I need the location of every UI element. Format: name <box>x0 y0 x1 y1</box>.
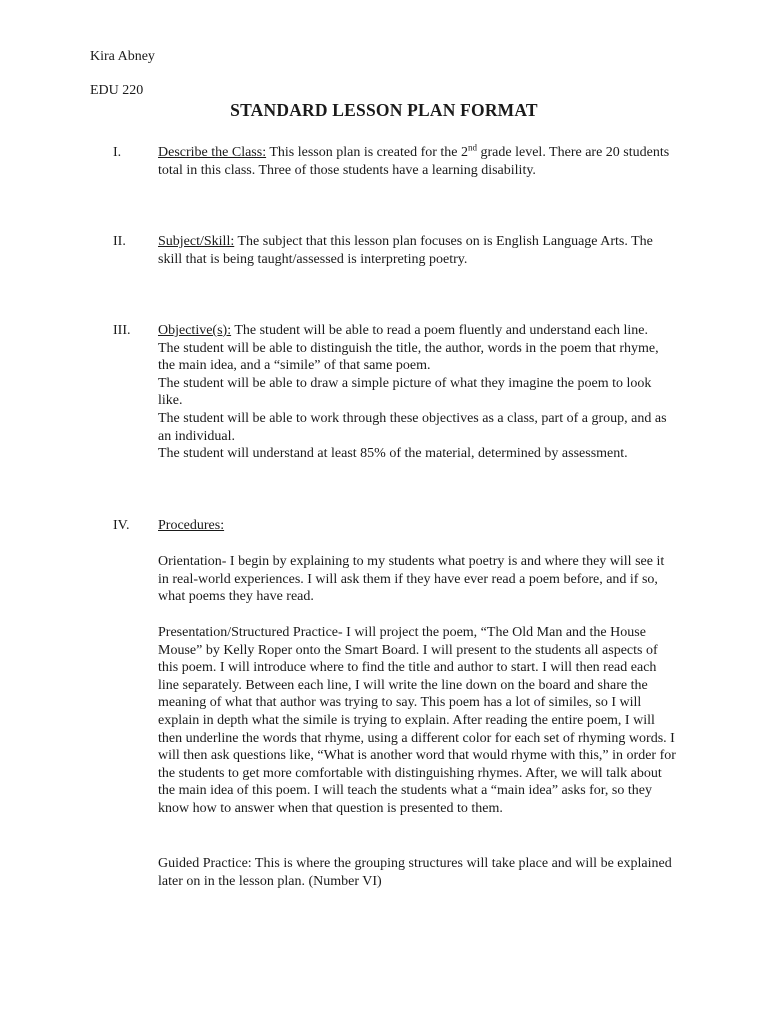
guided-practice-text: Guided Practice: This is where the grouping structures will take place and will be explained later on in the lesson plan. (Number VI) <box>158 856 672 889</box>
section-2-heading: Subject/Skill: <box>158 234 235 249</box>
section-2-text: The subject that this lesson plan focuses on is English Language Arts. The skill that is being taught/assessed is interpreting poetry. <box>158 234 653 267</box>
section-1-body <box>158 144 678 179</box>
presentation-text: Presentation/Structured Practice- I will project the poem, “The Old Man and the House Mouse” by Kelly Roper onto the Smart Board. I will present to the students all aspects of this poem. I will introduce where to find the title and author to start. I will then read each line separately. Between each line, I will write the line down on the board and share the meaning of what that author was trying to say. This poem has a lot of similes, so I will explain in depth what the simile is trying to explain. After reading the entire poem, I will then underline the words that rhyme, using a different color for each set of rhyming words. I will then ask questions like, “What is another word that would rhyme with this,” in order for the students to get more comfortable with distinguishing rhymes. After, we will talk about the main idea of this poem. I will teach the students what a “main idea” asks for, so they know how to answer when that question is presented to them. <box>158 625 676 816</box>
objective-line: The student will understand at least 85% of the material, determined by assessment. <box>158 446 628 462</box>
section-1-numeral: I. <box>113 145 122 160</box>
section-1-sup: nd <box>468 142 478 153</box>
author-name: Kira Abney <box>90 49 155 64</box>
objective-line: The student will be able to distinguish the title, the author, words in the poem that rhyme, the main idea, and a “simile” of that same poem. <box>158 340 659 374</box>
objective-line: The student will be able to work through these objectives as a class, part of a group, and as an individual. <box>158 410 667 444</box>
course-code: EDU 220 <box>90 83 144 98</box>
section-2-numeral: II. <box>113 234 126 249</box>
section-4-heading-block <box>158 517 678 535</box>
section-4-heading: Procedures: <box>158 518 225 533</box>
section-3-numeral: III. <box>113 323 131 338</box>
section-3-heading: Objective(s): <box>158 323 232 338</box>
section-2-body <box>158 233 678 268</box>
section-1-text-a: This lesson plan is created for the 2 <box>266 145 469 160</box>
section-4-numeral: IV. <box>113 518 130 533</box>
section-1-heading: Describe the Class: <box>158 145 267 160</box>
orientation-paragraph <box>158 553 678 606</box>
orientation-text: Orientation- I begin by explaining to my students what poetry is and where they will see it in real-world experiences. I will ask them if they have ever read a poem before, and if so, what poems they have read. <box>158 554 665 605</box>
guided-practice-paragraph <box>158 855 678 890</box>
presentation-paragraph <box>158 624 678 818</box>
section-3-body <box>158 322 678 463</box>
page-title: STANDARD LESSON PLAN FORMAT <box>230 100 538 120</box>
section-1-text-b: grade level. There are 20 students total in this class. Three of those students have a learning disability. <box>158 145 670 178</box>
section-3-text: The student will be able to read a poem fluently and understand each line. <box>231 323 648 338</box>
objective-line: The student will be able to draw a simple picture of what they imagine the poem to look like. <box>158 375 652 409</box>
